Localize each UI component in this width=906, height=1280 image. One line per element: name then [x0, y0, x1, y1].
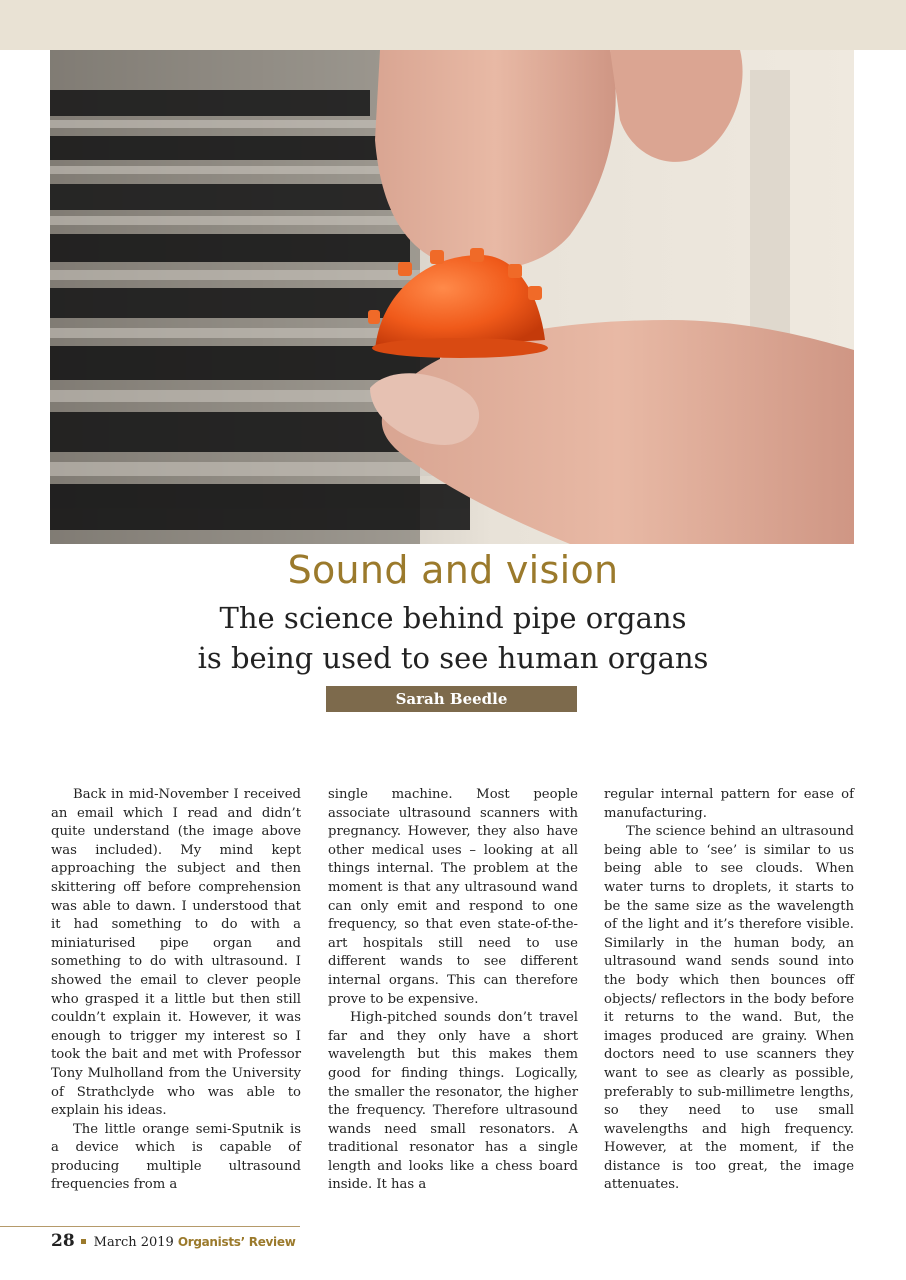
top-band: [0, 0, 906, 50]
text-column-3: [604, 786, 854, 1195]
paragraph: The little orange semi-Sputnik is a device which is capable of producing multiple ultrasound frequencies from a: [51, 1121, 301, 1193]
paragraph: High-pitched sounds don’t travel far and they only have a short wavelength but this makes them good for finding things. Logically, the smaller the resonator, the higher the frequency. Therefore ultrasound wands need small resonators. A traditional resonator has a single length and looks like a chess board inside. It has a: [328, 1010, 578, 1193]
text-column-1: [51, 786, 301, 1195]
article-subtitle: [0, 598, 906, 678]
subtitle-line-2: is being used to see human organs: [197, 641, 709, 675]
separator-square-icon: [81, 1239, 86, 1244]
article-photo: [50, 50, 854, 544]
page-number: 28: [51, 1231, 75, 1251]
text-column-2: [328, 786, 578, 1195]
magazine-name: Organists’ Review: [177, 1235, 296, 1249]
paragraph: regular internal pattern for ease of manufacturing.: [604, 787, 854, 821]
author-byline: Sarah Beedle: [326, 686, 577, 712]
page-footer: [51, 1231, 296, 1251]
paragraph: The science behind an ultrasound being able to ‘see’ is similar to us being able to see clouds. When water turns to droplets, it starts to be the same size as the wavelength of the light and it’s therefore visible. Similarly in the human body, an ultrasound wand sends sound into the body which then bounces off objects/ reflectors in the body before it returns to the wand. But, the images produced are grainy. When doctors need to use scanners they want to see as clearly as possible, preferably to sub-millimetre lengths, so they need to use small wavelengths and high frequency. However, at the moment, if the distance is too great, the image attenuates.: [604, 824, 854, 1193]
issue-date: March 2019: [93, 1235, 174, 1250]
paragraph: Back in mid-November I received an email which I read and didn’t quite understand (the image above was included). My mind kept approaching the subject and then skittering off before comprehension was able to dawn. I understood that it had something to do with a miniaturised pipe organ and something to do with ultrasound. I showed the email to clever people who grasped it a little but then still couldn’t explain it. However, it was enough to trigger my interest so I took the bait and met with Professor Tony Mulholland from the University of Strathclyde who was able to explain his ideas.: [51, 787, 301, 1119]
subtitle-line-1: The science behind pipe organs: [219, 601, 687, 635]
footer-rule: [0, 1226, 300, 1227]
article-title: Sound and vision: [287, 548, 619, 592]
paragraph: single machine. Most people associate ultrasound scanners with pregnancy. However, they also have other medical uses – looking at all things internal. The problem at the moment is that any ultrasound wand can only emit and respond to one frequency, so that even state-of-the-art hospitals still need to use different wands to see different internal organs. This can therefore prove to be expensive.: [328, 787, 578, 1007]
